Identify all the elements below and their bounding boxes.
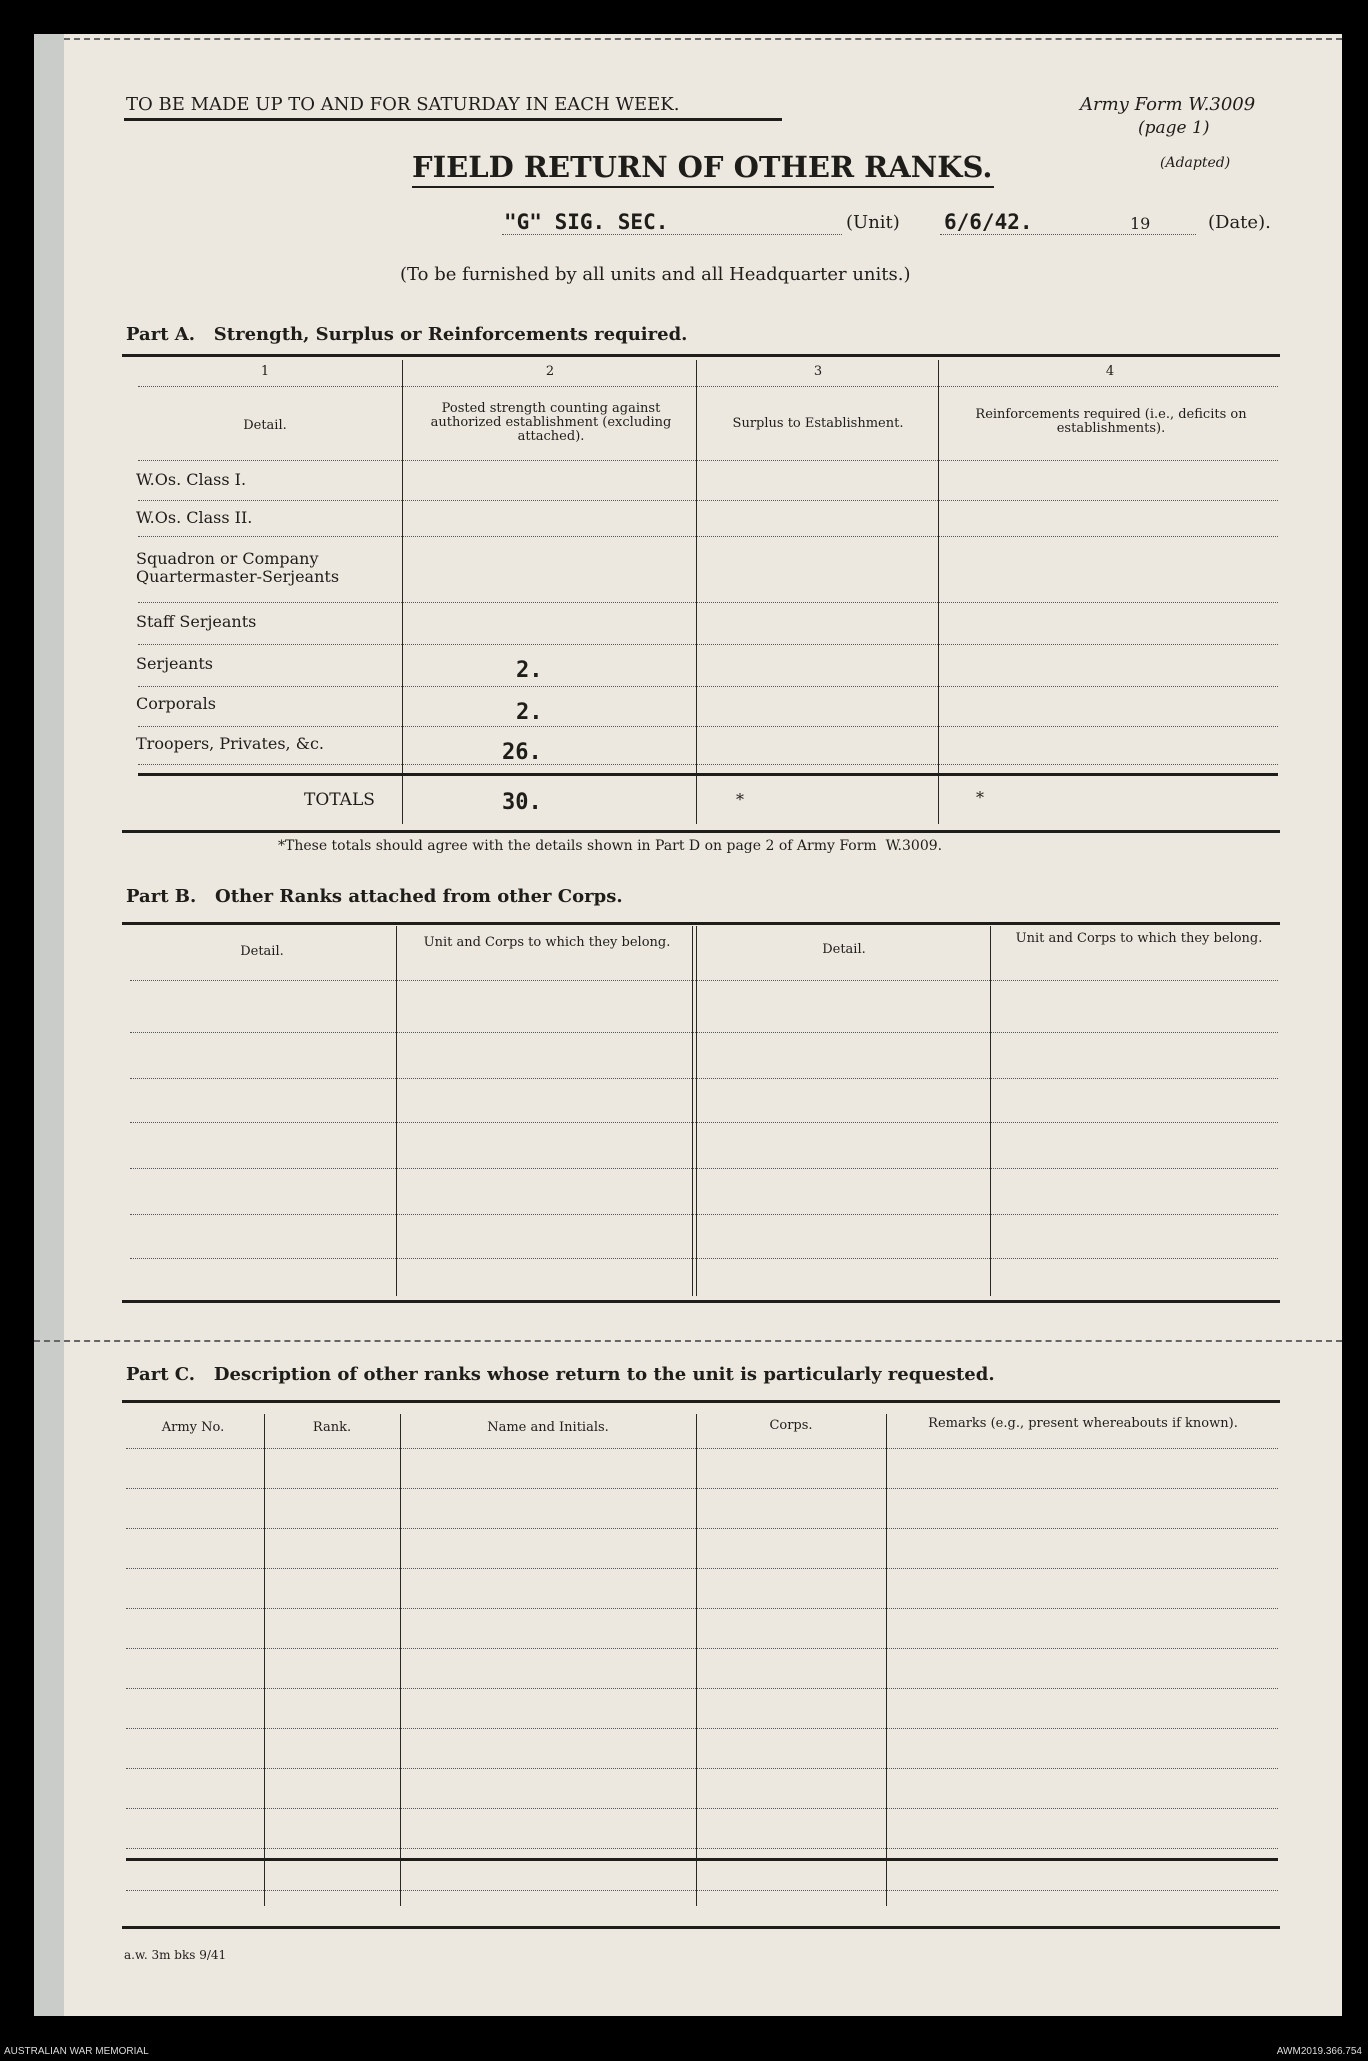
part-c-col-header: Rank. (312, 1420, 352, 1435)
part-c-col-header: Remarks (e.g., present whereabouts if known). (928, 1416, 1238, 1431)
part-a-col-number: 4 (1105, 364, 1115, 379)
table-row-rule (126, 1448, 1278, 1449)
part-a-col-header: Reinforcements required (i.e., deficits on establishments). (975, 407, 1247, 436)
part-c-bottom-rule (122, 1926, 1280, 1929)
table-row-rule (126, 1648, 1278, 1649)
table-row-rule (126, 1528, 1278, 1529)
totals-value: 30. (502, 790, 542, 815)
part-b-col-divider (396, 926, 397, 1296)
part-a-col-header: Detail. (243, 418, 287, 433)
surplus-star: * (736, 790, 744, 809)
row-detail: W.Os. Class II. (136, 508, 253, 527)
part-c-double-rule (126, 1858, 1278, 1861)
part-b-col-divider (696, 926, 697, 1296)
table-row-rule (130, 1258, 1278, 1259)
footer-accession: AWM2019.366.754 (1276, 2046, 1362, 2057)
part-b-bottom-rule (122, 1300, 1280, 1303)
top-perforation (64, 38, 1342, 40)
print-code: a.w. 3m bks 9/41 (124, 1948, 227, 1962)
table-row-rule (126, 1848, 1278, 1849)
part-c-top-rule (122, 1400, 1280, 1403)
part-b-heading: Part B. Other Ranks attached from other Corps. (126, 886, 623, 907)
part-a-col-header: Posted strength counting against authorized establishment (excluding attached). (430, 401, 672, 444)
row-detail: Serjeants (136, 654, 213, 673)
part-a-col-divider (696, 360, 697, 824)
table-row-rule (126, 1808, 1278, 1809)
table-row-rule (126, 1728, 1278, 1729)
part-c-col-header: Army No. (161, 1420, 225, 1435)
table-row-rule (130, 1214, 1278, 1215)
unit-value: "G" SIG. SEC. (504, 210, 669, 234)
totals-top-rule (138, 773, 1278, 776)
part-b-col-header: Detail. (240, 944, 284, 959)
row-posted-value: 2. (516, 700, 543, 725)
row-rule (138, 536, 1278, 537)
unit-dotline (502, 234, 842, 235)
row-rule (138, 644, 1278, 645)
date-value: 6/6/42. (944, 210, 1033, 234)
part-b-col-divider (990, 926, 991, 1296)
table-row-rule (130, 1122, 1278, 1123)
table-row-rule (130, 1078, 1278, 1079)
table-row-rule (130, 1032, 1278, 1033)
part-b-col-header: Detail. (822, 942, 866, 957)
row-rule (138, 764, 1278, 765)
row-rule (138, 686, 1278, 687)
part-a-col-header: Surplus to Establishment. (732, 416, 904, 431)
totals-label: TOTALS (304, 790, 375, 810)
paper-edge-strip (34, 34, 64, 2016)
part-a-col-number: 1 (260, 364, 270, 379)
table-row-rule (126, 1768, 1278, 1769)
part-b-col-header: Unit and Corps to which they belong. (423, 935, 671, 950)
year-prefix: 19 (1130, 214, 1151, 233)
part-a-heading: Part A. Strength, Surplus or Reinforcements required. (126, 324, 688, 345)
date-dotline (940, 234, 1196, 235)
part-a-bottom-rule (122, 830, 1280, 833)
part-a-col-divider (938, 360, 939, 824)
table-row-rule (126, 1608, 1278, 1609)
table-row-rule (126, 1568, 1278, 1569)
table-row-rule (130, 1168, 1278, 1169)
part-a-footnote: *These totals should agree with the details shown in Part D on page 2 of Army Form W.3009. (278, 838, 943, 854)
subtitle: (To be furnished by all units and all Headquarter units.) (400, 264, 911, 285)
part-b-col-divider (692, 926, 693, 1296)
row-rule (138, 500, 1278, 501)
page-note: (page 1) (1138, 118, 1210, 138)
part-a-top-rule (122, 354, 1280, 357)
part-a-col-number: 3 (813, 364, 823, 379)
part-a-header-rule (138, 460, 1278, 461)
unit-label: (Unit) (846, 212, 900, 233)
row-posted-value: 2. (516, 658, 543, 683)
table-row-rule (126, 1488, 1278, 1489)
row-detail: Staff Serjeants (136, 612, 257, 631)
form-number: Army Form W.3009 (1080, 94, 1256, 115)
table-row-rule (126, 1688, 1278, 1689)
row-detail: Corporals (136, 694, 216, 713)
row-posted-value: 26. (502, 740, 542, 765)
table-row-rule (126, 1890, 1278, 1891)
part-a-col-divider (402, 360, 403, 824)
row-rule (138, 726, 1278, 727)
page-title: FIELD RETURN OF OTHER RANKS. (412, 150, 993, 184)
part-c-heading: Part C. Description of other ranks whose return to the unit is particularly requested. (126, 1364, 995, 1385)
footer-credit: AUSTRALIAN WAR MEMORIAL (4, 2046, 149, 2057)
part-b-col-header: Unit and Corps to which they belong. (1015, 931, 1263, 946)
reinforcement-star: * (976, 788, 984, 807)
title-underline (412, 186, 994, 188)
row-detail: Squadron or Company Quartermaster-Serjeants (136, 549, 340, 586)
row-rule (138, 602, 1278, 603)
row-detail: W.Os. Class I. (136, 470, 247, 489)
part-a-col-number: 2 (545, 364, 555, 379)
part-b-top-rule (122, 922, 1280, 925)
part-a-number-rule (138, 386, 1278, 387)
part-c-col-header: Name and Initials. (487, 1420, 609, 1435)
adapted-note: (Adapted) (1160, 155, 1231, 171)
instruction-underline (124, 118, 782, 121)
table-row-rule (130, 980, 1278, 981)
part-c-col-header: Corps. (769, 1418, 813, 1433)
row-detail: Troopers, Privates, &c. (136, 734, 325, 753)
date-label: (Date). (1208, 212, 1271, 233)
instruction-text: TO BE MADE UP TO AND FOR SATURDAY IN EACH WEEK. (126, 94, 680, 115)
fold-perforation (34, 1340, 1342, 1342)
